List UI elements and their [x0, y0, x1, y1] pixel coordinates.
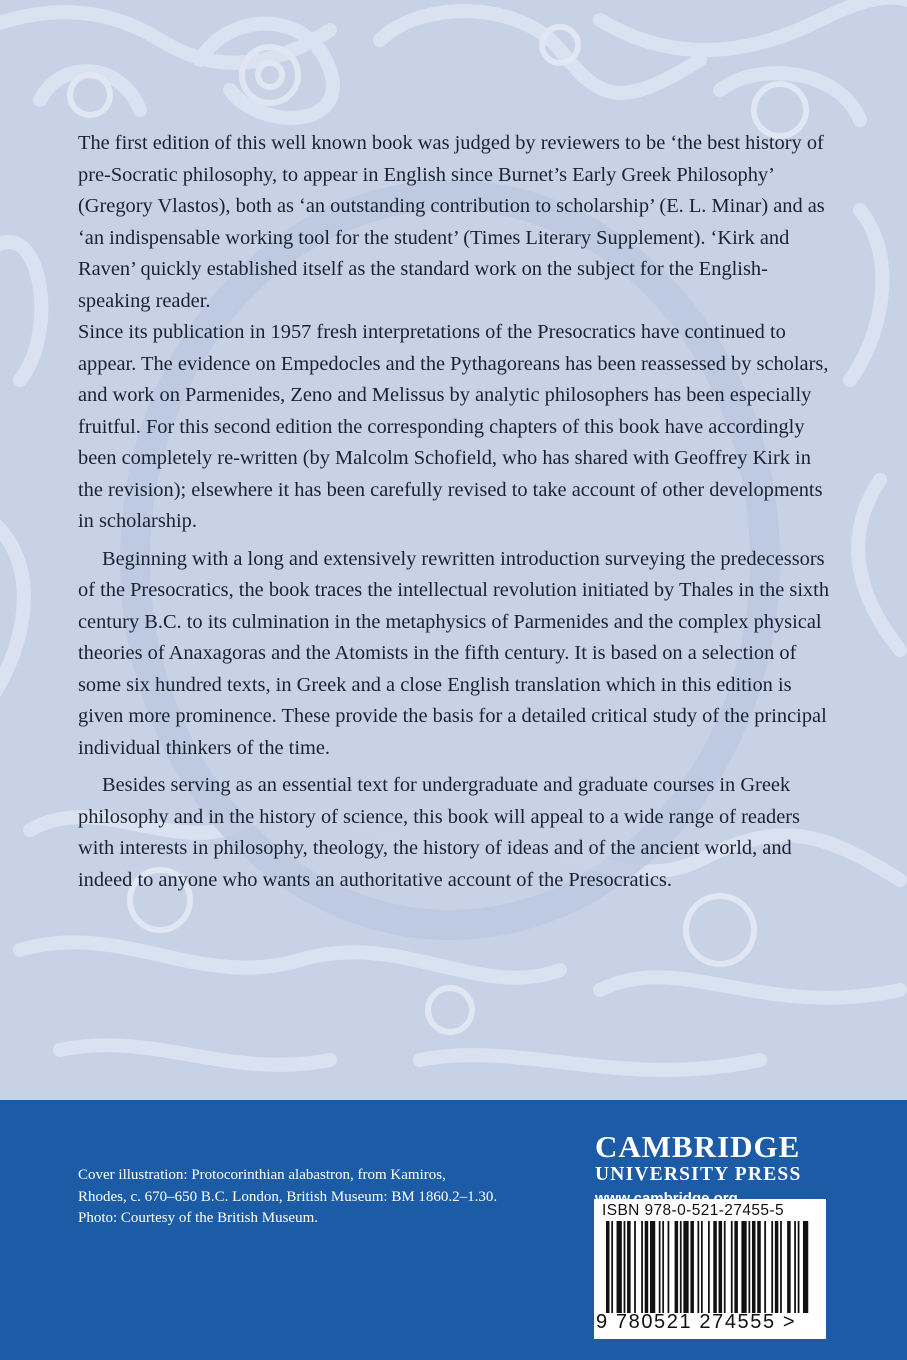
barcode-bar	[713, 1221, 717, 1313]
barcode-bar	[731, 1221, 733, 1313]
barcode-bar	[668, 1221, 670, 1313]
barcode-bars	[606, 1221, 810, 1313]
barcode-bar	[757, 1221, 761, 1313]
barcode-bar	[606, 1221, 610, 1313]
barcode-bar	[787, 1221, 791, 1313]
blurb-paragraph-2: Since its publication in 1957 fresh interpretations of the Presocratics have continued to appear. The evidence on Empedocles and the Pythagoreans has been reassessed by scholars, and work on Parmenides, Zeno and Melissus by analytic philosophers has been especially fruitful. For this second edition the corresponding chapters of this book have accordingly been completely re-written (by Malcolm Schofield, who has shared with Geoffrey Kirk in the revision); elsewhere it has been carefully revised to take account of other developments in scholarship.	[78, 321, 829, 532]
barcode-bar	[662, 1221, 664, 1313]
barcode-bar	[683, 1221, 688, 1313]
barcode-bar	[803, 1221, 808, 1313]
blurb-text	[78, 128, 838, 896]
barcode-bar	[611, 1221, 613, 1313]
isbn-label: ISBN 978-0-521-27455-5	[602, 1202, 784, 1219]
barcode-bar	[734, 1221, 738, 1313]
barcode-bar	[650, 1221, 655, 1313]
barcode-bar	[775, 1221, 779, 1313]
barcode-bar	[627, 1221, 631, 1313]
barcode-bar	[771, 1221, 773, 1313]
blurb-paragraph-1: The first edition of this well known book was judged by reviewers to be ‘the best history of pre-Socratic philosophy, to appear in English since Burnet’s Early Greek Philosophy’ (Gregory Vlastos), both as ‘an outstanding contribution to scholarship’ (E. L. Minar) and as ‘an indispensable working tool for the student’ (Times Literary Supplement). ‘Kirk and Raven’ quickly established itself as the standard work on the subject for the English- speaking reader.	[78, 132, 825, 312]
publisher-name: CAMBRIDGE	[595, 1129, 801, 1164]
barcode-bar	[708, 1221, 710, 1313]
barcode-bar	[659, 1221, 661, 1313]
barcode-bar	[675, 1221, 679, 1313]
barcode-panel	[594, 1199, 826, 1339]
barcode-bar	[680, 1221, 682, 1313]
barcode-bar	[741, 1221, 746, 1313]
barcode-bar	[645, 1221, 649, 1313]
blurb-paragraph-4: Besides serving as an essential text for undergraduate and graduate courses in Greek philosophy and in the history of science, this book will appeal to a wide range of readers with interests in philosophy, theology, the history of ideas and of the ancient world, and indeed to anyone who wants an authoritative account of the Presocratics.	[78, 774, 800, 891]
barcode-bar	[748, 1221, 750, 1313]
barcode-bar	[780, 1221, 782, 1313]
barcode-bar	[798, 1221, 800, 1313]
barcode-bar	[752, 1221, 756, 1313]
barcode-bar	[617, 1221, 622, 1313]
barcode-bar	[701, 1221, 703, 1313]
ean-digits: 9 780521 274555 >	[596, 1311, 797, 1333]
barcode-bar	[690, 1221, 694, 1313]
publisher-logo	[595, 1130, 825, 1210]
barcode-bar	[764, 1221, 766, 1313]
barcode-bar	[697, 1221, 699, 1313]
cover-illustration-credit: Cover illustration: Protocorinthian alabastron, from Kamiros, Rhodes, c. 670–650 B.C. London, British Museum: BM 1860.2–1.30. Photo: Courtesy of the British Museum.	[78, 1167, 498, 1226]
barcode-bar	[634, 1221, 636, 1313]
blurb-paragraph-3: Beginning with a long and extensively rewritten introduction surveying the predecessors of the Presocratics, the book traces the intellectual revolution initiated by Thales in the sixth century B.C. to its culmination in the metaphysics of Parmenides and the complex physical theories of Anaxagoras and the Atomists in the fifth century. It is based on a selection of some six hundred texts, in Greek and a close English translation which in this edition is given more prominence. These provide the basis for a detailed critical study of the principal individual thinkers of the time.	[78, 547, 830, 759]
barcode-bar	[624, 1221, 626, 1313]
barcode-bar	[641, 1221, 643, 1313]
barcode-bar	[794, 1221, 796, 1313]
publisher-subtitle: UNIVERSITY PRESS	[595, 1164, 802, 1185]
barcode-bar	[719, 1221, 723, 1313]
barcode-bar	[724, 1221, 726, 1313]
